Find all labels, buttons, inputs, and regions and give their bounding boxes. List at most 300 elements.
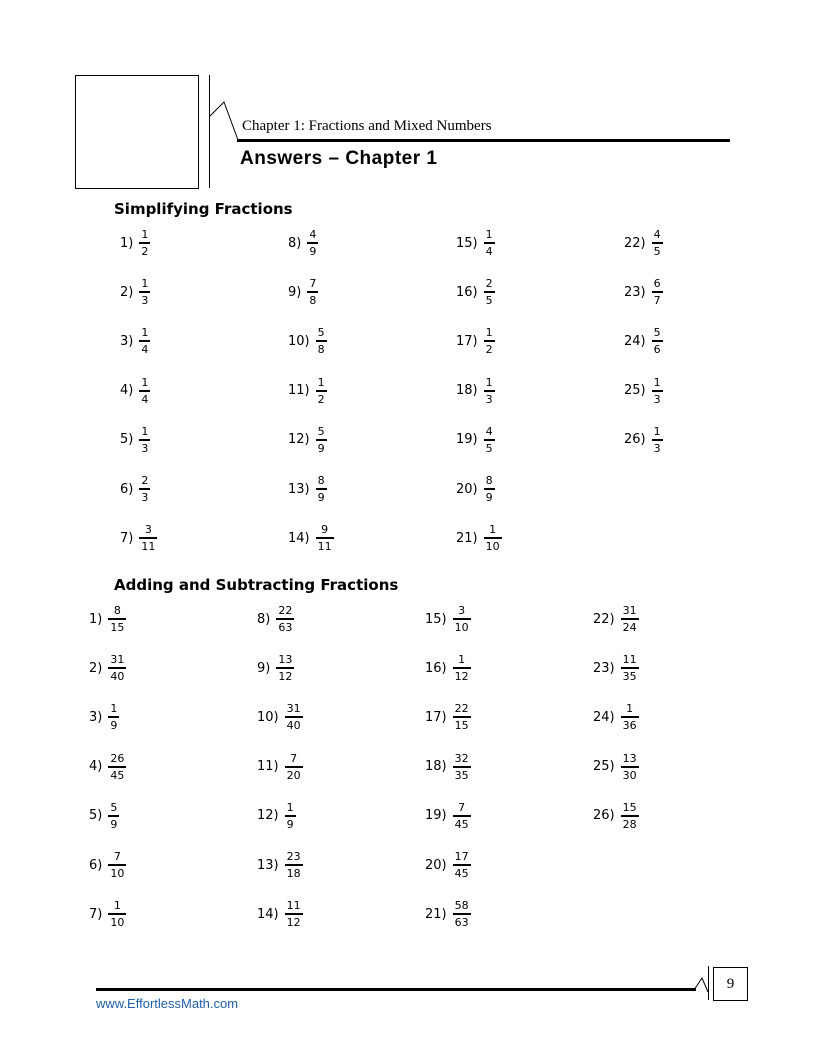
numerator: 1 <box>141 277 149 291</box>
answer-number: 2) <box>89 660 103 676</box>
answer-item <box>288 469 327 509</box>
denominator: 9 <box>317 441 325 455</box>
answer-fraction <box>621 752 639 782</box>
answer-number: 19) <box>456 432 478 448</box>
fraction-bar <box>453 864 471 866</box>
answer-number: 16) <box>425 660 447 676</box>
denominator: 3 <box>485 392 493 406</box>
fraction-bar <box>139 340 150 342</box>
numerator: 1 <box>317 375 325 389</box>
answer-fraction <box>316 326 327 356</box>
numerator: 4 <box>485 424 493 438</box>
denominator: 30 <box>622 768 637 782</box>
fraction-bar <box>316 537 334 539</box>
numerator: 8 <box>317 474 325 487</box>
answer-number: 23) <box>624 284 646 300</box>
answer-number: 7) <box>120 530 134 546</box>
answer-fraction <box>316 523 334 553</box>
answer-fraction <box>139 326 150 356</box>
denominator: 2 <box>317 392 325 406</box>
fraction-bar <box>484 537 502 539</box>
answer-item <box>120 272 150 312</box>
answer-fraction <box>285 752 303 782</box>
numerator: 1 <box>141 375 149 389</box>
page-number: 9 <box>713 967 748 1001</box>
answer-fraction <box>139 425 150 455</box>
fraction-bar <box>652 439 663 441</box>
answer-number: 16) <box>456 284 478 300</box>
numerator: 1 <box>110 702 118 716</box>
numerator: 31 <box>622 604 637 617</box>
answer-item <box>593 599 639 639</box>
answer-item <box>593 796 639 836</box>
fraction-bar <box>139 488 150 490</box>
answer-item <box>89 747 126 787</box>
answer-number: 4) <box>120 383 134 399</box>
answer-fraction <box>453 702 471 732</box>
answer-fraction <box>484 474 495 504</box>
answer-item <box>456 272 495 312</box>
numerator: 32 <box>454 751 469 765</box>
answer-number: 26) <box>624 432 646 448</box>
fraction-bar <box>652 291 663 293</box>
fraction-bar <box>652 242 663 244</box>
denominator: 3 <box>653 392 661 406</box>
denominator: 4 <box>141 343 149 357</box>
denominator: 4 <box>141 392 149 406</box>
answer-fraction <box>621 653 639 683</box>
denominator: 10 <box>110 916 125 930</box>
answer-item <box>120 321 150 361</box>
denominator: 3 <box>141 441 149 455</box>
answer-item <box>89 894 126 934</box>
answer-number: 22) <box>624 235 646 251</box>
numerator: 8 <box>113 604 121 617</box>
denominator: 36 <box>622 719 637 733</box>
answer-item <box>89 697 119 737</box>
numerator: 13 <box>622 751 637 765</box>
fraction-bar <box>484 439 495 441</box>
answer-fraction <box>652 326 663 356</box>
answer-item <box>593 648 639 688</box>
chapter-title: Chapter 1: Fractions and Mixed Numbers <box>242 118 492 134</box>
answer-fraction <box>621 702 639 732</box>
answer-item <box>288 272 318 312</box>
numerator: 7 <box>309 277 317 291</box>
answer-number: 15) <box>425 611 447 627</box>
answer-number: 14) <box>257 906 279 922</box>
denominator: 9 <box>309 245 317 258</box>
answer-fraction <box>307 277 318 307</box>
fraction-bar <box>276 667 294 669</box>
numerator: 7 <box>458 800 466 814</box>
fraction-bar <box>316 488 327 490</box>
answer-number: 7) <box>89 906 103 922</box>
denominator: 5 <box>485 441 493 455</box>
answer-number: 9) <box>288 284 302 300</box>
answer-number: 12) <box>257 808 279 824</box>
denominator: 6 <box>653 343 661 357</box>
numerator: 3 <box>144 523 152 537</box>
fraction-bar <box>139 242 150 244</box>
numerator: 1 <box>485 326 493 340</box>
fraction-bar <box>316 340 327 342</box>
answer-item <box>120 469 150 509</box>
answer-number: 15) <box>456 235 478 251</box>
answer-number: 25) <box>624 383 646 399</box>
denominator: 5 <box>653 245 661 258</box>
fraction-bar <box>285 766 303 768</box>
fraction-bar <box>108 815 119 817</box>
answer-number: 17) <box>425 709 447 725</box>
numerator: 5 <box>317 326 325 340</box>
numerator: 1 <box>141 424 149 438</box>
denominator: 3 <box>141 491 149 504</box>
denominator: 40 <box>286 719 301 733</box>
answer-number: 19) <box>425 808 447 824</box>
numerator: 11 <box>622 653 637 667</box>
answer-item <box>89 599 126 639</box>
answer-item <box>257 648 294 688</box>
answer-number: 20) <box>456 481 478 497</box>
fraction-bar <box>316 439 327 441</box>
answer-item <box>425 648 471 688</box>
answer-fraction <box>316 425 327 455</box>
numerator: 5 <box>110 800 118 814</box>
answer-fraction <box>652 376 663 406</box>
fraction-bar <box>139 291 150 293</box>
answer-fraction <box>652 228 663 258</box>
answer-fraction <box>453 899 471 929</box>
answer-number: 10) <box>288 333 310 349</box>
answer-item <box>456 321 495 361</box>
answer-number: 26) <box>593 808 615 824</box>
header-notch-line <box>210 100 240 142</box>
numerator: 23 <box>286 850 301 863</box>
answer-item <box>89 796 119 836</box>
answer-fraction <box>285 801 296 831</box>
answer-number: 8) <box>257 611 271 627</box>
numerator: 15 <box>622 800 637 814</box>
fraction-bar <box>108 766 126 768</box>
fraction-bar <box>484 390 495 392</box>
fraction-bar <box>276 618 294 620</box>
answer-item <box>456 420 495 460</box>
answer-item <box>89 648 126 688</box>
answer-fraction <box>453 604 471 634</box>
answer-fraction <box>108 850 126 880</box>
numerator: 1 <box>653 424 661 438</box>
numerator: 26 <box>110 751 125 765</box>
numerator: 1 <box>458 653 466 667</box>
answer-fraction <box>276 604 294 634</box>
answer-item <box>624 420 663 460</box>
numerator: 1 <box>485 228 493 241</box>
denominator: 4 <box>485 245 493 258</box>
answer-fraction <box>316 376 327 406</box>
answer-fraction <box>652 277 663 307</box>
answer-fraction <box>108 604 126 634</box>
answer-item <box>425 894 471 934</box>
numerator: 1 <box>141 326 149 340</box>
answer-number: 21) <box>425 906 447 922</box>
denominator: 7 <box>653 294 661 308</box>
answer-number: 9) <box>257 660 271 676</box>
answer-item <box>257 697 303 737</box>
answer-item <box>425 697 471 737</box>
numerator: 1 <box>113 899 121 913</box>
answer-number: 21) <box>456 530 478 546</box>
answer-fraction <box>484 326 495 356</box>
answer-item <box>456 518 502 558</box>
fraction-bar <box>139 390 150 392</box>
fraction-bar <box>453 766 471 768</box>
answer-item <box>257 599 294 639</box>
denominator: 9 <box>110 719 118 733</box>
denominator: 24 <box>622 621 637 634</box>
numerator: 9 <box>321 523 329 537</box>
answer-number: 23) <box>593 660 615 676</box>
fraction-bar <box>652 390 663 392</box>
fraction-bar <box>652 340 663 342</box>
answer-number: 1) <box>89 611 103 627</box>
answer-fraction <box>484 425 495 455</box>
answer-number: 17) <box>456 333 478 349</box>
answer-number: 22) <box>593 611 615 627</box>
answer-fraction <box>108 752 126 782</box>
fraction-bar <box>484 291 495 293</box>
answer-fraction <box>652 425 663 455</box>
answer-fraction <box>285 899 303 929</box>
denominator: 10 <box>110 867 125 880</box>
answer-item <box>456 469 495 509</box>
answer-fraction <box>285 850 303 880</box>
answer-number: 11) <box>288 383 310 399</box>
answer-item <box>624 272 663 312</box>
answer-item <box>288 518 334 558</box>
answer-fraction <box>453 752 471 782</box>
fraction-bar <box>453 667 471 669</box>
numerator: 8 <box>485 474 493 487</box>
answer-number: 1) <box>120 235 134 251</box>
answer-number: 18) <box>425 759 447 775</box>
answer-fraction <box>285 702 303 732</box>
fraction-bar <box>484 488 495 490</box>
answer-item <box>120 223 150 263</box>
fraction-bar <box>108 716 119 718</box>
chapter-rule <box>237 139 730 142</box>
answer-number: 2) <box>120 284 134 300</box>
answer-fraction <box>484 277 495 307</box>
answer-number: 5) <box>120 432 134 448</box>
answer-item <box>456 223 495 263</box>
fraction-bar <box>307 242 318 244</box>
answer-fraction <box>484 376 495 406</box>
numerator: 3 <box>458 604 466 617</box>
answer-item <box>425 845 471 885</box>
answer-number: 20) <box>425 857 447 873</box>
answer-item <box>288 420 327 460</box>
answer-fraction <box>139 228 150 258</box>
answer-number: 12) <box>288 432 310 448</box>
denominator: 11 <box>317 540 332 554</box>
section-heading: Simplifying Fractions <box>114 200 293 218</box>
answer-item <box>425 747 471 787</box>
answer-item <box>425 599 471 639</box>
denominator: 10 <box>454 621 469 634</box>
denominator: 5 <box>485 294 493 308</box>
answer-item <box>257 845 303 885</box>
fraction-bar <box>285 913 303 915</box>
answer-item <box>593 747 639 787</box>
numerator: 31 <box>110 653 125 667</box>
answer-fraction <box>484 228 495 258</box>
fraction-bar <box>316 390 327 392</box>
answer-fraction <box>276 653 294 683</box>
answer-number: 10) <box>257 709 279 725</box>
numerator: 1 <box>626 702 634 716</box>
numerator: 4 <box>653 228 661 241</box>
numerator: 5 <box>317 424 325 438</box>
numerator: 7 <box>290 751 298 765</box>
denominator: 15 <box>454 719 469 733</box>
answer-number: 8) <box>288 235 302 251</box>
numerator: 58 <box>454 899 469 913</box>
answer-item <box>288 321 327 361</box>
fraction-bar <box>285 864 303 866</box>
denominator: 3 <box>653 441 661 455</box>
answer-fraction <box>453 850 471 880</box>
answer-number: 5) <box>89 808 103 824</box>
numerator: 1 <box>653 375 661 389</box>
footer-url[interactable]: www.EffortlessMath.com <box>96 996 239 1011</box>
fraction-bar <box>285 716 303 718</box>
answer-number: 3) <box>120 333 134 349</box>
denominator: 45 <box>110 768 125 782</box>
fraction-bar <box>108 618 126 620</box>
numerator: 11 <box>286 899 301 913</box>
answer-number: 11) <box>257 759 279 775</box>
answer-fraction <box>108 653 126 683</box>
denominator: 63 <box>278 621 293 634</box>
page-title: Answers – Chapter 1 <box>240 148 438 169</box>
answer-fraction <box>307 228 318 258</box>
denominator: 12 <box>278 670 293 684</box>
answer-item <box>257 747 303 787</box>
answer-item <box>425 796 471 836</box>
numerator: 5 <box>653 326 661 340</box>
denominator: 2 <box>141 245 149 258</box>
answer-number: 24) <box>593 709 615 725</box>
answer-item <box>257 796 296 836</box>
fraction-bar <box>453 815 471 817</box>
numerator: 1 <box>286 800 294 814</box>
denominator: 45 <box>454 817 469 831</box>
fraction-bar <box>139 439 150 441</box>
numerator: 1 <box>489 523 497 537</box>
denominator: 10 <box>485 540 500 554</box>
answer-number: 4) <box>89 759 103 775</box>
denominator: 28 <box>622 817 637 831</box>
answer-number: 6) <box>89 857 103 873</box>
footer-rule <box>96 988 696 991</box>
answer-fraction <box>139 376 150 406</box>
numerator: 13 <box>278 653 293 667</box>
answer-item <box>288 371 327 411</box>
denominator: 11 <box>141 540 156 554</box>
answer-fraction <box>453 653 471 683</box>
fraction-bar <box>621 618 639 620</box>
denominator: 2 <box>485 343 493 357</box>
answer-fraction <box>621 801 639 831</box>
denominator: 63 <box>454 916 469 930</box>
fraction-bar <box>621 716 639 718</box>
denominator: 15 <box>110 621 125 634</box>
numerator: 31 <box>286 702 301 716</box>
fraction-bar <box>621 667 639 669</box>
answer-item <box>288 223 318 263</box>
numerator: 7 <box>113 850 121 863</box>
answer-fraction <box>139 474 150 504</box>
fraction-bar <box>484 242 495 244</box>
fraction-bar <box>108 864 126 866</box>
denominator: 35 <box>454 768 469 782</box>
answer-fraction <box>139 523 157 553</box>
answer-fraction <box>316 474 327 504</box>
answer-item <box>624 223 663 263</box>
numerator: 2 <box>141 474 149 487</box>
answer-item <box>89 845 126 885</box>
answer-number: 14) <box>288 530 310 546</box>
answer-item <box>456 371 495 411</box>
answer-number: 13) <box>288 481 310 497</box>
denominator: 45 <box>454 867 469 880</box>
logo-placeholder <box>75 75 199 189</box>
denominator: 9 <box>110 817 118 831</box>
answer-number: 13) <box>257 857 279 873</box>
fraction-bar <box>621 815 639 817</box>
denominator: 20 <box>286 768 301 782</box>
numerator: 1 <box>485 375 493 389</box>
fraction-bar <box>621 766 639 768</box>
fraction-bar <box>285 815 296 817</box>
answer-item <box>120 518 157 558</box>
answer-fraction <box>139 277 150 307</box>
answer-fraction <box>108 801 119 831</box>
fraction-bar <box>453 913 471 915</box>
answer-number: 3) <box>89 709 103 725</box>
numerator: 22 <box>454 702 469 716</box>
numerator: 2 <box>485 277 493 291</box>
fraction-bar <box>139 537 157 539</box>
denominator: 3 <box>141 294 149 308</box>
answer-item <box>624 321 663 361</box>
fraction-bar <box>453 716 471 718</box>
answer-item <box>624 371 663 411</box>
fraction-bar <box>307 291 318 293</box>
denominator: 8 <box>317 343 325 357</box>
denominator: 9 <box>317 491 325 504</box>
fraction-bar <box>453 618 471 620</box>
answer-fraction <box>108 899 126 929</box>
answer-number: 18) <box>456 383 478 399</box>
answer-fraction <box>621 604 639 634</box>
denominator: 12 <box>286 916 301 930</box>
numerator: 1 <box>141 228 149 241</box>
denominator: 9 <box>286 817 294 831</box>
numerator: 17 <box>454 850 469 863</box>
footer-divider <box>708 966 709 1000</box>
